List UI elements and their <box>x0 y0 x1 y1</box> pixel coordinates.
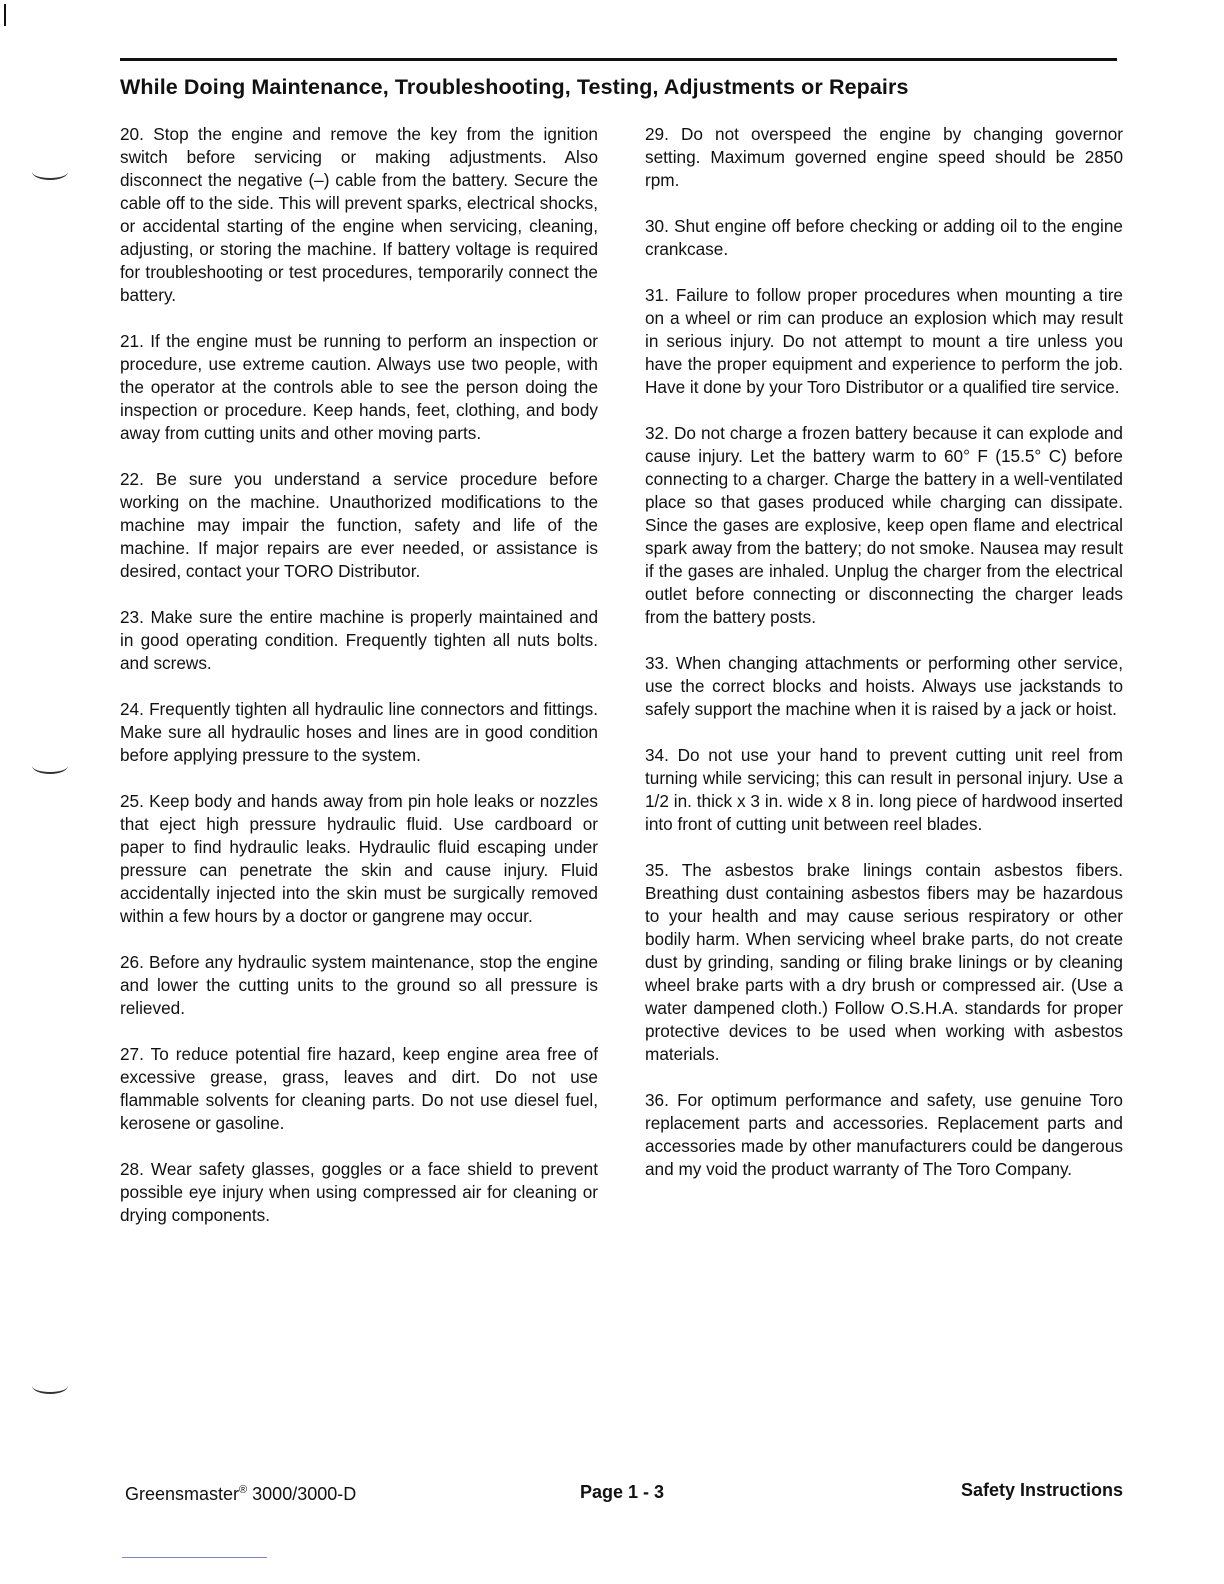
safety-item-23: 23. Make sure the entire machine is properly maintained and in good operating condition. Frequently tighten all nuts bolts. and screws. <box>120 607 598 673</box>
safety-item-36: 36. For optimum performance and safety, use genuine Toro replacement parts and accessories. Replacement parts and accessories made by other manufacturers could be dangerous and my void the product warranty of The Toro Company. <box>645 1090 1123 1179</box>
safety-item-35: 35. The asbestos brake linings contain asbestos fibers. Breathing dust containing asbestos fibers may be hazardous to your health and may cause serious respiratory or other bodily harm. When servicing wheel brake parts, do not create dust by grinding, sanding or filing brake linings or by cleaning wheel brake parts with a dry brush or compressed air. (Use a water dampened cloth.) Follow O.S.H.A. standards for proper protective devices to be used when working with asbestos materials. <box>645 860 1123 1064</box>
footer-product <box>125 1484 356 1505</box>
safety-item-32: 32. Do not charge a frozen battery because it can explode and cause injury. Let the battery warm to 60° F (15.5° C) before connecting to a charger. Charge the battery in a well-ventilated place so that gases produced while charging can dissipate. Since the gases are explosive, keep open flame and electrical spark away from the battery; do not smoke. Nausea may result if the gases are inhaled. Unplug the charger from the electrical outlet before connecting or disconnecting the charger leads from the battery posts. <box>645 423 1123 627</box>
binding-hole-mark <box>32 1378 68 1394</box>
safety-item-33: 33. When changing attachments or performing other service, use the correct blocks and hoists. Always use jackstands to safely support the machine when it is raised by a jack or hoist. <box>645 653 1123 719</box>
safety-item-26: 26. Before any hydraulic system maintenance, stop the engine and lower the cutting units to the ground so all pressure is relieved. <box>120 952 598 1018</box>
scan-edge-mark <box>4 4 6 26</box>
safety-item-22: 22. Be sure you understand a service procedure before working on the machine. Unauthorized modifications to the machine may impair the function, safety and life of the machine. If major repairs are ever needed, or assistance is desired, contact your TORO Distributor. <box>120 469 598 581</box>
page-footer <box>125 1480 1125 1510</box>
safety-item-20: 20. Stop the engine and remove the key from the ignition switch before servicing or making adjustments. Also disconnect the negative (–) cable from the battery. Secure the cable off to the side. This will prevent sparks, electrical shocks, or accidental starting of the engine when servicing, cleaning, adjusting, or storing the machine. If battery voltage is required for troubleshooting or test procedures, temporarily connect the battery. <box>120 124 598 305</box>
safety-item-29: 29. Do not overspeed the engine by changing governor setting. Maximum governed engine speed should be 2850 rpm. <box>645 124 1123 190</box>
safety-item-25: 25. Keep body and hands away from pin hole leaks or nozzles that eject high pressure hydraulic fluid. Use cardboard or paper to find hydraulic leaks. Hydraulic fluid escaping under pressure can penetrate the skin and cause injury. Fluid accidentally injected into the skin must be surgically removed within a few hours by a doctor or gangrene may occur. <box>120 791 598 926</box>
footer-section: Safety Instructions <box>960 1480 1123 1500</box>
safety-item-31: 31. Failure to follow proper procedures when mounting a tire on a wheel or rim can produce an explosion which may result in serious injury. Do not attempt to mount a tire unless you have the proper equipment and experience to perform the job. Have it done by your Toro Distributor or a qualified tire service. <box>645 285 1123 397</box>
safety-item-21: 21. If the engine must be running to perform an inspection or procedure, use extreme caution. Always use two people, with the operator at the controls able to see the person doing the inspection or procedure. Keep hands, feet, clothing, and body away from cutting units and other moving parts. <box>120 331 598 443</box>
safety-item-27: 27. To reduce potential fire hazard, keep engine area free of excessive grease, grass, leaves and dirt. Do not use flammable solvents for cleaning parts. Do not use diesel fuel, kerosene or gasoline. <box>120 1044 598 1133</box>
right-column <box>645 123 1123 1204</box>
safety-item-30: 30. Shut engine off before checking or adding oil to the engine crankcase. <box>645 216 1123 259</box>
binding-hole-mark <box>32 758 68 774</box>
safety-item-24: 24. Frequently tighten all hydraulic line connectors and fittings. Make sure all hydraulic hoses and lines are in good condition before applying pressure to the system. <box>120 699 598 765</box>
safety-item-28: 28. Wear safety glasses, goggles or a face shield to prevent possible eye injury when using compressed air for cleaning or drying components. <box>120 1159 598 1225</box>
section-title: While Doing Maintenance, Troubleshooting, Testing, Adjustments or Repairs <box>120 75 909 99</box>
scan-bottom-line <box>122 1557 267 1558</box>
page-number: Page 1 - 3 <box>580 1482 665 1502</box>
binding-hole-mark <box>32 164 68 180</box>
left-column <box>120 123 598 1250</box>
safety-item-34: 34. Do not use your hand to prevent cutting unit reel from turning while servicing; this can result in personal injury. Use a 1/2 in. thick x 3 in. wide x 8 in. long piece of hardwood inserted into front of cutting unit between reel blades. <box>645 745 1123 834</box>
header-rule <box>120 58 1117 61</box>
registered-mark: ® <box>239 1484 248 1496</box>
footer-product-name: Greensmaster <box>125 1484 240 1504</box>
footer-model: 3000/3000-D <box>247 1484 357 1504</box>
